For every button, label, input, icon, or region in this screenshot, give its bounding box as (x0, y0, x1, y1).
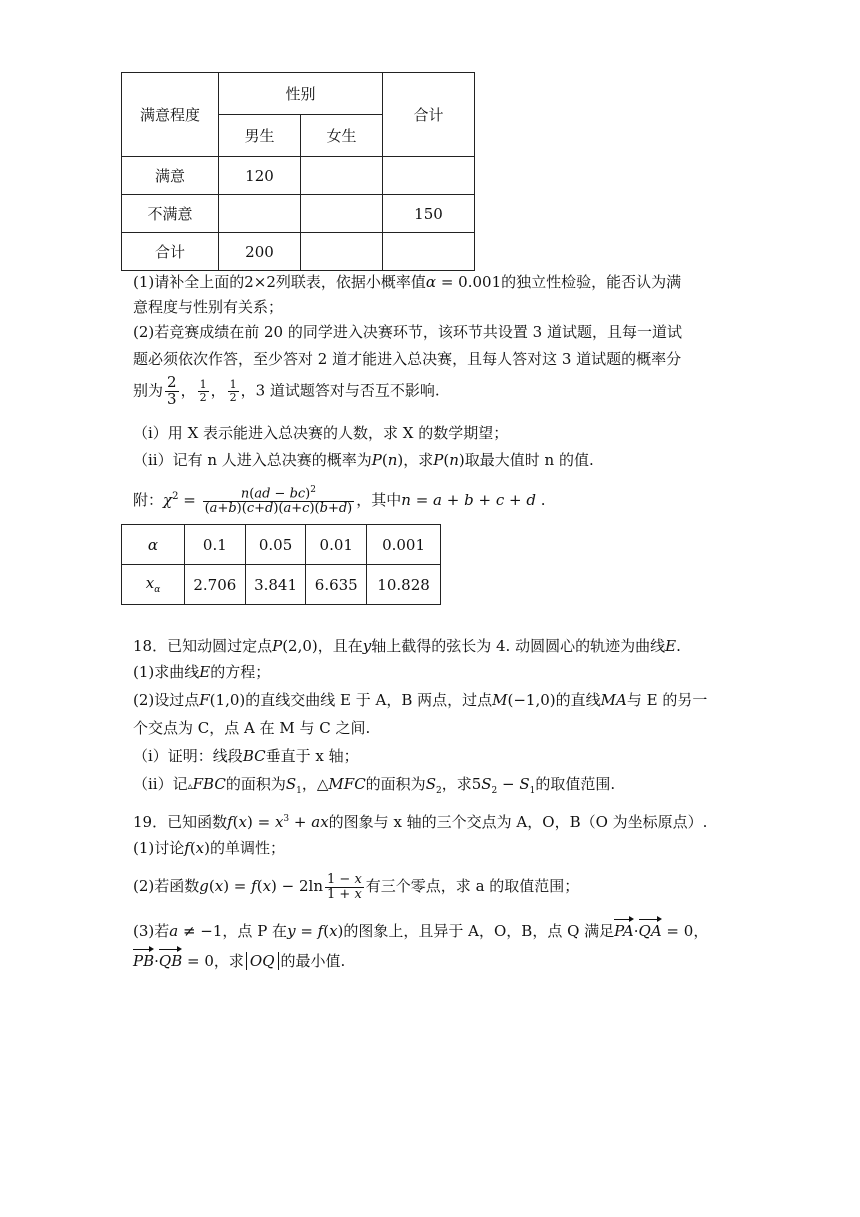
contingency-table (121, 72, 475, 271)
q17-part1-line1: (1)请补全上面的2×2列联表，依据小概率值α = 0.001的独立性检验，能否认为满 (133, 273, 682, 291)
q18-stem: 18．已知动圆过定点P(2,0)，且在y轴上截得的弦长为 4. 动圆圆心的轨迹为曲线E. (133, 637, 681, 655)
q19-part3-line1: (3)若a ≠ −1，点 P 在y = f(x)的图象上，且异于 A，O，B，点 Q 满足PA·QA = 0， (133, 918, 708, 941)
female-header: 女生 (301, 115, 383, 157)
table-cell: 6.635 (306, 565, 367, 605)
table-cell: 0.05 (245, 525, 306, 565)
table-cell: 10.828 (367, 565, 441, 605)
q19-part1: (1)讨论f(x)的单调性； (133, 839, 286, 857)
q19-stem: 19．已知函数$f(x) = x^3$ + ax的图象与 x 轴的三个交点为 A，O，B（O 为坐标原点）. (133, 813, 708, 831)
table-row-label: 合计 (122, 233, 219, 271)
table-cell: 2.706 (185, 565, 246, 605)
alpha-label: α (122, 525, 185, 565)
q19-part3-line2: PB·QB = 0，求 OQ 的最小值. (133, 948, 345, 971)
q18-part2-line1: (2)设过点F(1,0)的直线交曲线 E 于 A，B 两点，过点M(−1,0)的直线MA与 E 的另一 (133, 691, 708, 709)
table-row-label: 不满意 (122, 195, 219, 233)
q17-sub-i: （i）用 X 表示能进入总决赛的人数，求 X 的数学期望； (133, 424, 509, 442)
table-cell (219, 195, 301, 233)
table-cell: 200 (219, 233, 301, 271)
table-cell: 0.1 (185, 525, 246, 565)
table-cell (301, 157, 383, 195)
table-cell: 0.01 (306, 525, 367, 565)
critical-value-table (121, 524, 441, 605)
satisfaction-header: 满意程度 (122, 73, 219, 157)
table-cell: 0.001 (367, 525, 441, 565)
male-header: 男生 (219, 115, 301, 157)
gender-header: 性别 (219, 73, 383, 115)
q17-part2-line3: 别为 $\frac{2}{3}$ ， $\frac{1}{2}$ ， $\frac{1}{2}$ ，3 道试题答对与否互不影响. (133, 373, 440, 408)
table-cell (301, 195, 383, 233)
q17-part2-line1: (2)若竞赛成绩在前 20 的同学进入决赛环节，该环节共设置 3 道试题，且每一道试 (133, 323, 682, 341)
chi-square-formula: 附：$\chi^2$ = $\frac{n(ad - bc)^2}{(a+b)(c+d)(a+c)(b+d)}$ ，其中n = a + b + c + d . (133, 485, 546, 517)
q17-part2-line2: 题必须依次作答，至少答对 2 道才能进入总决赛，且每人答对这 3 道试题的概率分 (133, 350, 682, 368)
total-header: 合计 (383, 73, 475, 157)
q17-part1-line2: 意程度与性别有关系； (133, 298, 284, 316)
table-cell: 150 (383, 195, 475, 233)
x-alpha-label: $x_\alpha$ (122, 565, 185, 605)
q17-sub-ii: （ii）记有 n 人进入总决赛的概率为P(n)，求P(n)取最大值时 n 的值. (133, 451, 594, 469)
q18-part2-line2: 个交点为 C，点 A 在 M 与 C 之间. (133, 719, 371, 737)
table-row-label: 满意 (122, 157, 219, 195)
table-cell (383, 233, 475, 271)
table-cell (301, 233, 383, 271)
table-cell: 3.841 (245, 565, 306, 605)
table-cell (383, 157, 475, 195)
fraction-2-3: $\frac{2}{3}$ (167, 373, 177, 408)
table-cell: 120 (219, 157, 301, 195)
q18-part1: (1)求曲线E的方程； (133, 663, 271, 681)
q18-sub-ii: （ii）记▵FBC的面积为$S_1$，△MFC的面积为$S_2$，求$5S_2 - S_1$的取值范围. (133, 775, 616, 796)
q18-sub-i: （i）证明：线段BC垂直于 x 轴； (133, 747, 359, 765)
q19-part2: (2)若函数g(x) = f(x) − 2ln $\frac{1 - x}{1 + x}$ 有三个零点，求 a 的取值范围； (133, 871, 580, 902)
